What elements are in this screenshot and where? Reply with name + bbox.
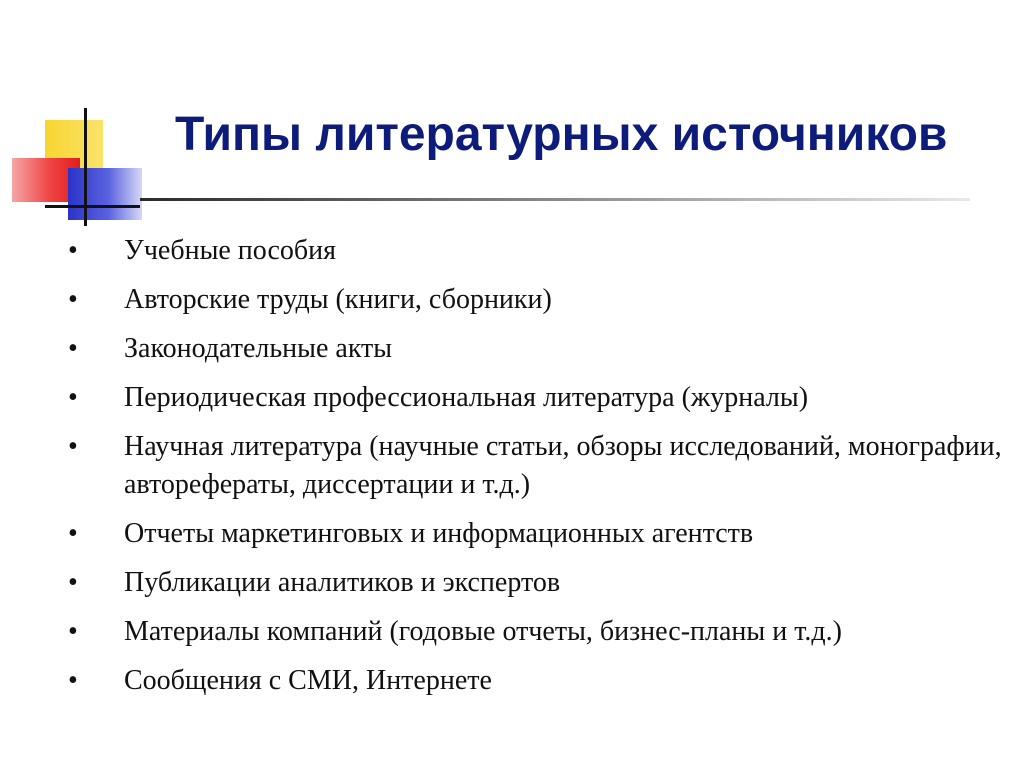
list-item-text: Законодательные акты [124, 333, 393, 364]
list-item-text: Сообщения с СМИ, Интернете [124, 665, 492, 696]
bullet-icon: • [68, 284, 78, 315]
bullet-icon: • [68, 382, 78, 413]
list-item [0, 613, 1024, 651]
list-item [0, 515, 1024, 553]
list-item-text: Публикации аналитиков и экспертов [124, 567, 561, 598]
list-item-text: Авторские труды (книги, сборники) [124, 284, 552, 315]
list-item-text: Материалы компаний (годовые отчеты, бизнес-планы и т.д.) [124, 616, 842, 647]
list-item [0, 428, 1024, 504]
list-item-text: Отчеты маркетинговых и информационных агентств [124, 518, 754, 549]
bullet-icon: • [68, 333, 78, 364]
list-item-text: Научная литература (научные статьи, обзоры исследований, монографии, авторефераты, диссертации и т.д.) [124, 431, 1002, 500]
bullet-icon: • [68, 431, 78, 462]
bullet-icon: • [68, 665, 78, 696]
blue-square [68, 168, 142, 220]
list-item [0, 330, 1024, 368]
list-item-text: Периодическая профессиональная литература (журналы) [124, 382, 809, 413]
bullet-list [0, 232, 1024, 711]
list-item [0, 281, 1024, 319]
slide-title: Типы литературных источников [175, 108, 948, 161]
list-item-text: Учебные пособия [124, 235, 337, 266]
vertical-line [84, 108, 87, 226]
bullet-icon: • [68, 518, 78, 549]
list-item [0, 232, 1024, 270]
title-underline [140, 198, 970, 201]
bullet-icon: • [68, 235, 78, 266]
list-item [0, 662, 1024, 700]
decorative-logo [0, 0, 150, 240]
horizontal-line [45, 205, 140, 208]
bullet-icon: • [68, 616, 78, 647]
list-item [0, 379, 1024, 417]
bullet-icon: • [68, 567, 78, 598]
list-item [0, 564, 1024, 602]
